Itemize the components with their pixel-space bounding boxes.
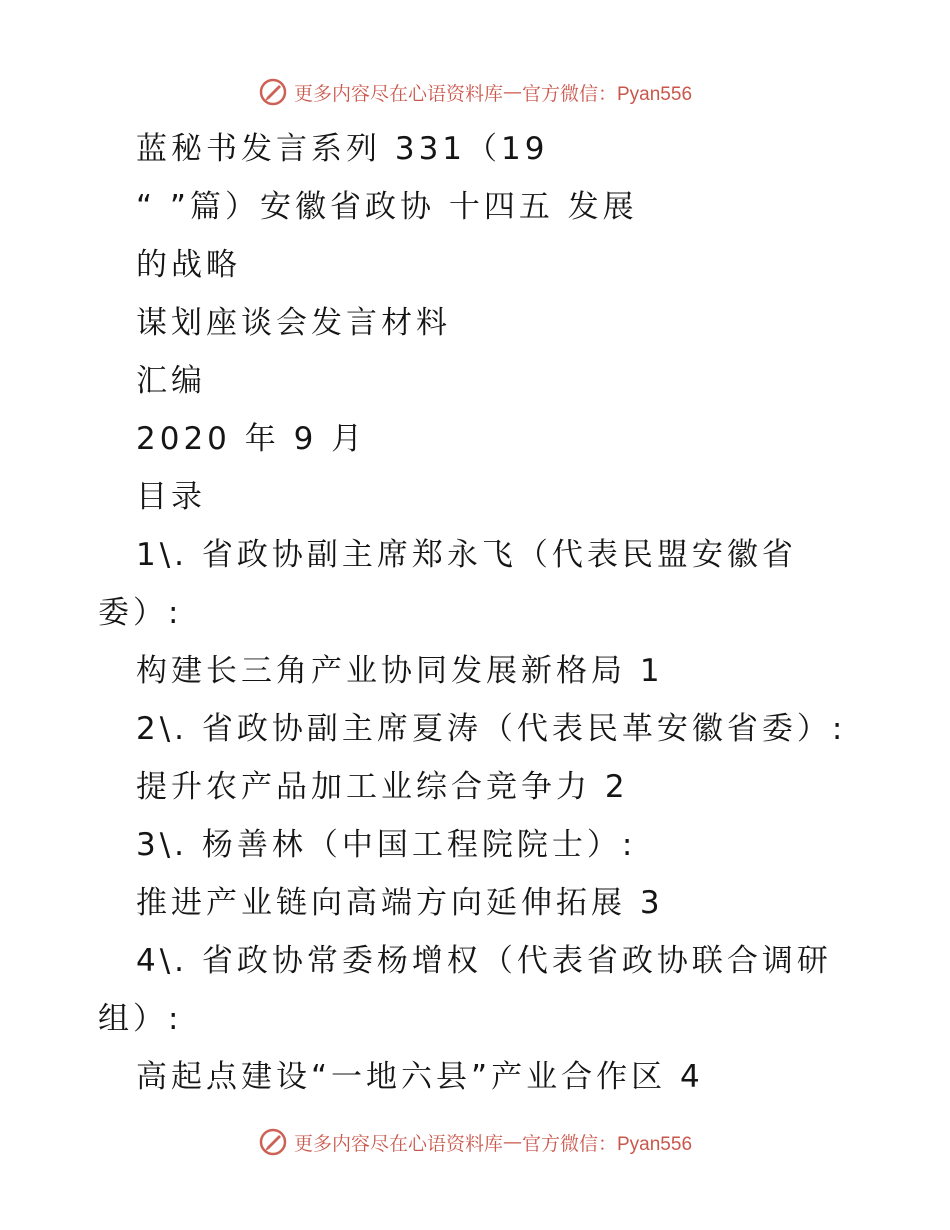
toc-entry-1-speaker: 1\. 省政协副主席郑永飞（代表民盟安徽省 — [136, 537, 797, 573]
toc-entry-1-speaker-cont: 委）: — [98, 595, 183, 631]
watermark-text: 更多内容尽在心语资料库 — [293, 1132, 503, 1155]
toc-entry-1-title: 构建长三角产业协同发展新格局 1 — [136, 653, 664, 689]
toc-entry-4-title: 高起点建设“一地六县”产业合作区 4 — [136, 1059, 704, 1095]
brand-logo-icon — [258, 1127, 288, 1157]
watermark-separator: — — [503, 1131, 522, 1153]
watermark-contact: 官方微信：Pyan556 — [522, 1133, 693, 1155]
toc-entry-4-speaker: 4\. 省政协常委杨增权（代表省政协联合调研 — [136, 943, 832, 979]
toc-entry-2-title: 提升农产品加工业综合竞争力 2 — [136, 769, 629, 805]
watermark-text: 更多内容尽在心语资料库 — [293, 82, 503, 105]
toc-entry-3-speaker: 3\. 杨善林（中国工程院院士）: — [136, 827, 637, 863]
doc-title-line-1: 蓝秘书发言系列 331（19 — [136, 131, 549, 167]
doc-date: 2020 年 9 月 — [136, 421, 367, 457]
doc-title-line-3: 的战略 — [136, 247, 241, 283]
watermark-footer — [0, 1122, 950, 1162]
watermark-separator: — — [503, 81, 522, 103]
toc-entry-3-title: 推进产业链向高端方向延伸拓展 3 — [136, 885, 664, 921]
toc-entry-2-speaker: 2\. 省政协副主席夏涛（代表民革安徽省委）: — [136, 711, 847, 747]
doc-title-line-4: 谋划座谈会发言材料 — [136, 305, 451, 341]
doc-title-line-5: 汇编 — [136, 363, 206, 399]
toc-entry-4-speaker-cont: 组）: — [98, 1001, 183, 1037]
toc-heading: 目录 — [136, 479, 206, 515]
brand-logo-icon — [258, 77, 288, 107]
watermark-contact: 官方微信：Pyan556 — [522, 83, 693, 105]
doc-title-line-2: “ ”篇）安徽省政协 十四五 发展 — [136, 189, 638, 225]
watermark-header — [0, 72, 950, 112]
